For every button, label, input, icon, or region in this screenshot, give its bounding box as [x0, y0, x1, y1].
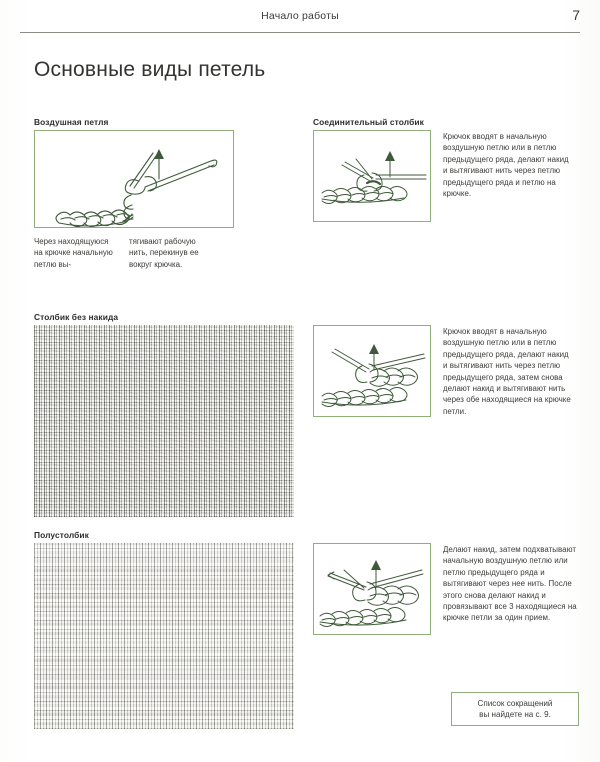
- section-label-chain-stitch: Воздушная петля: [34, 117, 109, 127]
- illustration-half-double-crochet: [313, 543, 431, 635]
- section-label-slip-stitch: Соединительный столбик: [313, 117, 424, 127]
- page-number: 7: [572, 7, 580, 23]
- description-single-crochet: Крючок вводят в начальную воздушную петлю или в петлю предыдущего ряда, делают накид и вытягивают нить через петлю предыдущего ряда, затем снова делают накид и вытягивают нить через обе находящиеся на крючке петли.: [443, 327, 571, 416]
- chain-stitch-diagram: [35, 131, 234, 228]
- running-head: [20, 7, 580, 32]
- header-divider: [20, 32, 580, 33]
- illustration-slip-stitch: [313, 130, 431, 222]
- running-head-title: Начало работы: [261, 10, 339, 22]
- note-line-1: Список сокращений: [477, 698, 553, 708]
- caption-column-1: Через находящуюся на крючке начальную петлю вы-: [34, 237, 113, 269]
- section-label-single-crochet: Столбик без накида: [34, 312, 119, 322]
- single-crochet-diagram: [314, 326, 431, 417]
- swatch-single-crochet: [34, 325, 294, 517]
- illustration-chain-stitch: [34, 130, 234, 228]
- page-title: Основные виды петель: [34, 58, 266, 81]
- illustration-single-crochet: [313, 325, 431, 417]
- description-slip-stitch: Крючок вводят в начальную воздушную петлю или в петлю предыдущего ряда, делают накид и вытягивают нить через петлю предыдущего ряда и петлю на крючке.: [443, 132, 569, 199]
- slip-stitch-diagram: [314, 131, 431, 222]
- caption-chain-stitch: [34, 236, 211, 270]
- note-line-2: вы найдете на с. 9.: [479, 710, 551, 719]
- swatch-half-double-crochet: [34, 543, 294, 729]
- caption-column-2: тягивают рабочую нить, перекинув ее вокруг крючка.: [129, 237, 199, 269]
- abbreviations-note: [451, 692, 579, 726]
- half-double-crochet-diagram: [314, 544, 431, 635]
- description-half-double-crochet: Делают накид, затем подхватывают начальную воздушную петлю или петлю предыдущего ряда и вытягивают через нее нить. После этого снова делают накид и провязывают все 3 находящиеся на крючке петли за один прием.: [443, 545, 577, 623]
- section-label-half-double-crochet: Полустолбик: [34, 530, 89, 540]
